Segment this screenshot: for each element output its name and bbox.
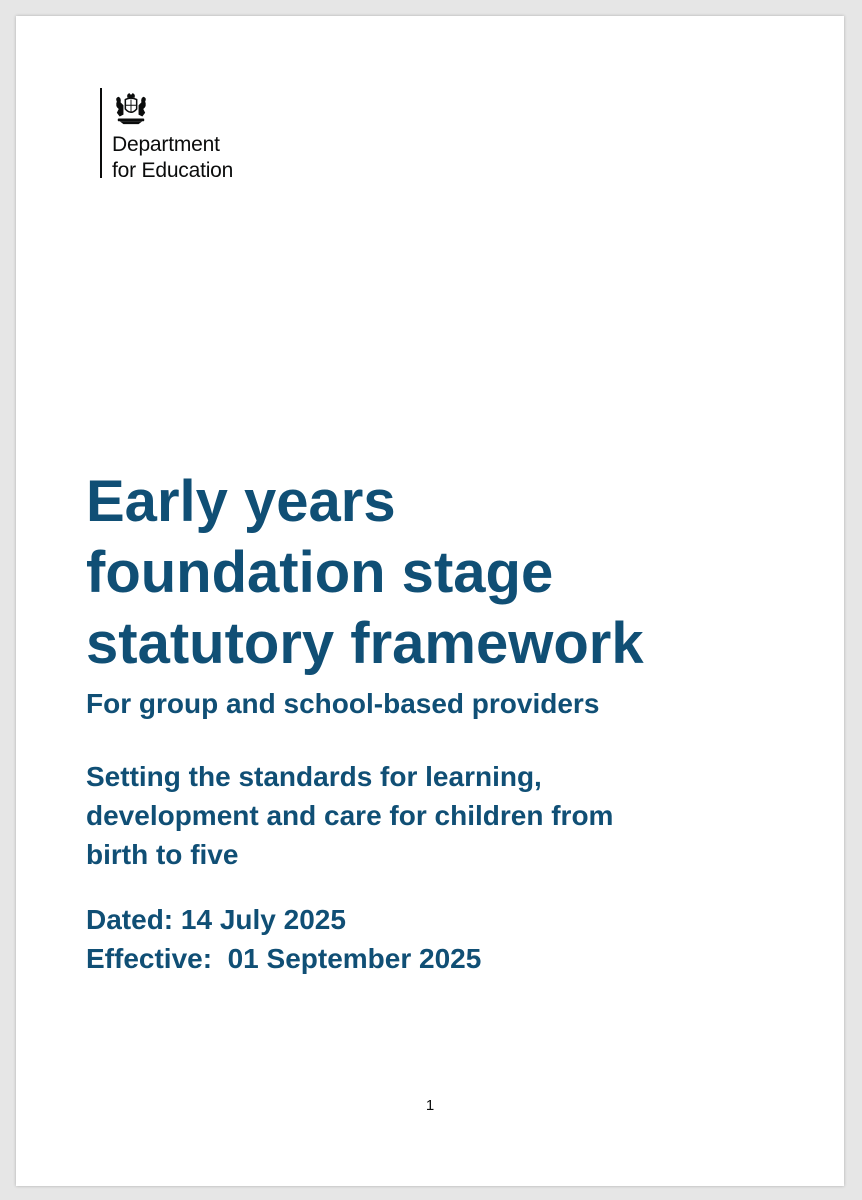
document-page [16, 16, 844, 1186]
page-number: 1 [425, 1097, 435, 1114]
royal-coat-of-arms-icon [112, 92, 150, 126]
title-line-3: statutory framework [86, 611, 644, 676]
dfe-logo [100, 88, 234, 182]
summary-line-2: development and care for children from [86, 800, 614, 831]
summary-line-1: Setting the standards for learning, [86, 761, 542, 792]
logo-line-1: Department [112, 133, 220, 156]
document-title [86, 466, 786, 679]
document-dates [86, 900, 786, 978]
title-line-1: Early years [86, 469, 396, 534]
document-summary [86, 757, 786, 874]
summary-line-3: birth to five [86, 839, 239, 870]
title-line-2: foundation stage [86, 540, 554, 605]
effective-text: Effective: 01 September 2025 [86, 943, 482, 974]
document-subtitle: For group and school-based providers [86, 688, 600, 719]
dfe-logo-text [112, 132, 233, 184]
dated-text: Dated: 14 July 2025 [86, 904, 346, 935]
logo-line-2: for Education [112, 159, 234, 182]
